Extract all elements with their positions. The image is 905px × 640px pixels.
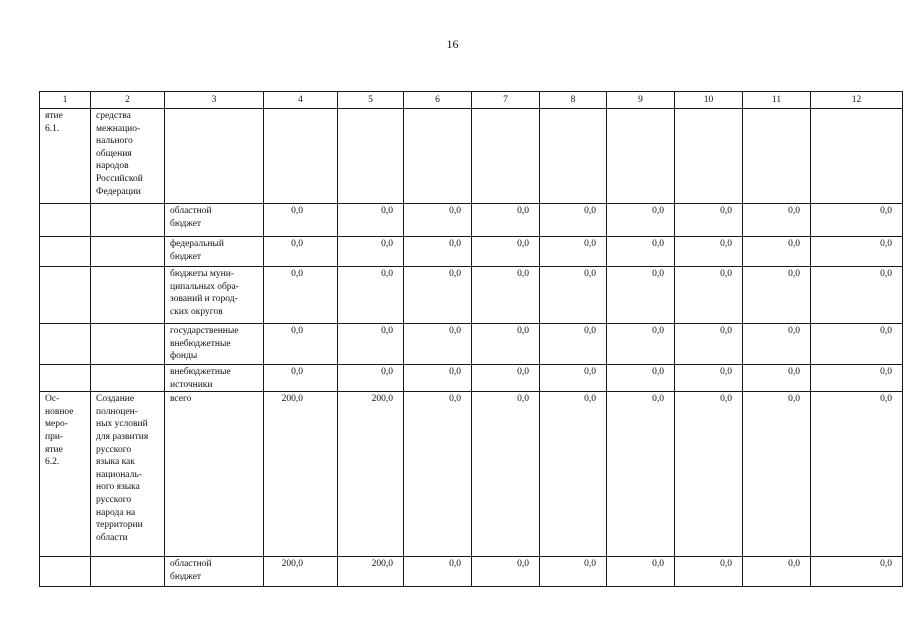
amount-cell: 0,0 — [675, 392, 743, 557]
funding-source-cell: федеральный бюджет — [165, 237, 264, 267]
table-row — [40, 204, 903, 237]
amount-cell: 0,0 — [472, 365, 540, 392]
amount-cell: 0,0 — [743, 204, 811, 237]
amount-cell: 0,0 — [743, 324, 811, 365]
amount-cell: 0,0 — [743, 365, 811, 392]
amount-cell: 0,0 — [540, 392, 607, 557]
amount-cell: 0,0 — [404, 237, 472, 267]
measure-name-cell — [91, 267, 165, 324]
column-header: 7 — [472, 92, 540, 109]
amount-cell: 0,0 — [264, 204, 338, 237]
amount-cell: 0,0 — [264, 237, 338, 267]
amount-cell: 0,0 — [743, 392, 811, 557]
column-header: 3 — [165, 92, 264, 109]
column-header: 4 — [264, 92, 338, 109]
measure-code-cell — [40, 557, 91, 587]
amount-cell: 0,0 — [811, 365, 903, 392]
amount-cell: 0,0 — [811, 204, 903, 237]
amount-cell — [472, 109, 540, 204]
amount-cell: 0,0 — [675, 204, 743, 237]
measure-name-cell — [91, 237, 165, 267]
amount-cell: 0,0 — [743, 267, 811, 324]
amount-cell: 200,0 — [338, 392, 404, 557]
column-header: 10 — [675, 92, 743, 109]
amount-cell: 0,0 — [472, 204, 540, 237]
amount-cell: 0,0 — [264, 267, 338, 324]
amount-cell: 0,0 — [743, 557, 811, 587]
amount-cell: 0,0 — [540, 557, 607, 587]
table-row — [40, 324, 903, 365]
amount-cell: 0,0 — [811, 324, 903, 365]
amount-cell: 0,0 — [607, 365, 675, 392]
amount-cell: 0,0 — [675, 324, 743, 365]
amount-cell: 0,0 — [743, 237, 811, 267]
amount-cell: 0,0 — [607, 237, 675, 267]
column-header: 11 — [743, 92, 811, 109]
amount-cell — [264, 109, 338, 204]
table-row — [40, 109, 903, 204]
measure-code-cell — [40, 324, 91, 365]
amount-cell: 0,0 — [540, 365, 607, 392]
amount-cell: 0,0 — [338, 267, 404, 324]
amount-cell: 0,0 — [607, 392, 675, 557]
amount-cell: 0,0 — [404, 557, 472, 587]
table-row — [40, 267, 903, 324]
amount-cell: 0,0 — [675, 237, 743, 267]
measure-name-cell — [91, 204, 165, 237]
funding-source-cell — [165, 109, 264, 204]
amount-cell: 0,0 — [338, 365, 404, 392]
table-row — [40, 237, 903, 267]
amount-cell: 0,0 — [404, 392, 472, 557]
column-header: 5 — [338, 92, 404, 109]
amount-cell — [404, 109, 472, 204]
amount-cell: 0,0 — [338, 204, 404, 237]
amount-cell: 200,0 — [338, 557, 404, 587]
amount-cell: 0,0 — [811, 267, 903, 324]
measure-code-cell: ятие 6.1. — [40, 109, 91, 204]
measure-name-cell: средства межнацио- нального общения народов Российской Федерации — [91, 109, 165, 204]
header-row — [40, 92, 903, 109]
measure-name-cell: Создание полноцен- ных условий для развития русского языка как националь- ного языка русского народа на территории области — [91, 392, 165, 557]
amount-cell: 0,0 — [338, 324, 404, 365]
measure-name-cell — [91, 365, 165, 392]
amount-cell: 0,0 — [404, 324, 472, 365]
amount-cell: 0,0 — [675, 365, 743, 392]
amount-cell: 0,0 — [404, 204, 472, 237]
amount-cell: 0,0 — [264, 324, 338, 365]
amount-cell: 0,0 — [811, 557, 903, 587]
column-header: 12 — [811, 92, 903, 109]
table-row — [40, 557, 903, 587]
amount-cell: 0,0 — [472, 324, 540, 365]
measure-name-cell — [91, 557, 165, 587]
amount-cell — [811, 109, 903, 204]
amount-cell: 0,0 — [811, 237, 903, 267]
funding-source-cell: областной бюджет — [165, 557, 264, 587]
amount-cell: 0,0 — [540, 267, 607, 324]
funding-source-cell: государственные внебюджетные фонды — [165, 324, 264, 365]
table-row — [40, 392, 903, 557]
amount-cell — [607, 109, 675, 204]
funding-source-cell: областной бюджет — [165, 204, 264, 237]
amount-cell: 0,0 — [472, 557, 540, 587]
amount-cell: 0,0 — [607, 267, 675, 324]
column-header: 6 — [404, 92, 472, 109]
amount-cell: 0,0 — [472, 267, 540, 324]
amount-cell: 0,0 — [607, 557, 675, 587]
amount-cell: 0,0 — [675, 267, 743, 324]
amount-cell: 0,0 — [540, 237, 607, 267]
amount-cell: 200,0 — [264, 557, 338, 587]
funding-source-cell: всего — [165, 392, 264, 557]
amount-cell: 0,0 — [404, 267, 472, 324]
amount-cell: 0,0 — [540, 324, 607, 365]
amount-cell: 0,0 — [404, 365, 472, 392]
measure-code-cell — [40, 267, 91, 324]
amount-cell: 0,0 — [540, 204, 607, 237]
amount-cell: 0,0 — [607, 324, 675, 365]
amount-cell — [338, 109, 404, 204]
amount-cell — [743, 109, 811, 204]
amount-cell: 0,0 — [675, 557, 743, 587]
table-row — [40, 365, 903, 392]
measure-code-cell — [40, 237, 91, 267]
amount-cell: 0,0 — [607, 204, 675, 237]
column-header: 1 — [40, 92, 91, 109]
measure-code-cell — [40, 204, 91, 237]
amount-cell: 0,0 — [472, 392, 540, 557]
funding-source-cell: бюджеты муни- ципальных обра- зований и город- ских округов — [165, 267, 264, 324]
amount-cell: 0,0 — [811, 392, 903, 557]
measure-code-cell: Ос- новное меро- при- ятие 6.2. — [40, 392, 91, 557]
measure-name-cell — [91, 324, 165, 365]
amount-cell: 0,0 — [264, 365, 338, 392]
budget-table — [39, 91, 903, 587]
amount-cell — [675, 109, 743, 204]
measure-code-cell — [40, 365, 91, 392]
page-number: 16 — [446, 37, 459, 51]
column-header: 9 — [607, 92, 675, 109]
amount-cell: 0,0 — [472, 237, 540, 267]
amount-cell — [540, 109, 607, 204]
column-header: 8 — [540, 92, 607, 109]
column-header: 2 — [91, 92, 165, 109]
funding-source-cell: внебюджетные источники — [165, 365, 264, 392]
amount-cell: 0,0 — [338, 237, 404, 267]
amount-cell: 200,0 — [264, 392, 338, 557]
